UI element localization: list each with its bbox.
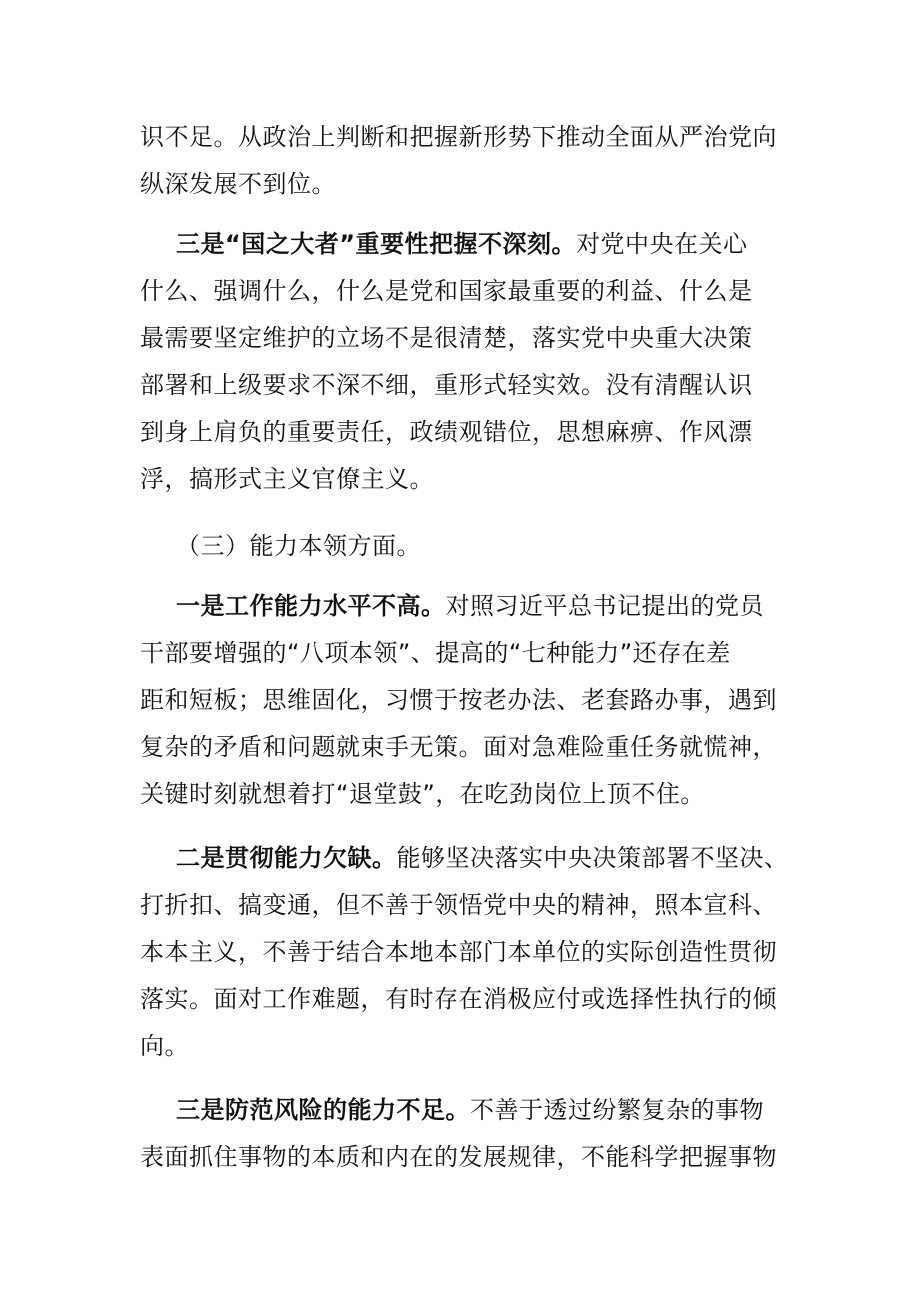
text-line xyxy=(140,835,800,882)
text-run: 对照习近平总书记提出的党员 xyxy=(445,592,764,620)
text-line xyxy=(140,221,800,268)
paragraph-work-ability xyxy=(140,583,800,818)
section-title-text: （三）能力本领方面。 xyxy=(176,532,421,560)
section-title xyxy=(140,523,800,570)
text-line: 最需要坚定维护的立场不是很清楚，落实党中央重大决策 xyxy=(140,324,753,352)
text-line: 向。 xyxy=(140,1032,189,1060)
paragraph-heading: 一是工作能力水平不高。 xyxy=(176,592,446,620)
text-line: 落实。面对工作难题，有时存在消极应付或选择性执行的倾 xyxy=(140,985,777,1013)
paragraph-risk-prevention xyxy=(140,1087,800,1181)
text-line: 复杂的矛盾和问题就束手无策。面对急难险重任务就慌神， xyxy=(140,733,777,761)
paragraph-heading: 二是贯彻能力欠缺。 xyxy=(176,844,397,872)
text-line: 关键时刻就想着打“退堂鼓”，在吃劲岗位上顶不住。 xyxy=(140,780,705,808)
text-line: 距和短板；思维固化，习惯于按老办法、老套路办事，遇到 xyxy=(140,686,777,714)
text-line: 浮，搞形式主义官僚主义。 xyxy=(140,465,434,493)
text-line: 表面抓住事物的本质和内在的发展规律，不能科学把握事物 xyxy=(140,1143,777,1171)
text-line: 到身上肩负的重要责任，政绩观错位，思想麻痹、作风漂 xyxy=(140,418,753,446)
text-line: 部署和上级要求不深不细，重形式轻实效。没有清醒认识 xyxy=(140,371,753,399)
text-line xyxy=(140,583,800,630)
text-line: 本本主义，不善于结合本地本部门本单位的实际创造性贯彻 xyxy=(140,938,777,966)
text-line: 识不足。从政治上判断和把握新形势下推动全面从严治党向 xyxy=(140,123,777,151)
text-line: 打折扣、搞变通，但不善于领悟党中央的精神，照本宣科、 xyxy=(140,891,777,919)
paragraph-continuation xyxy=(140,114,800,208)
text-run: 对党中央在关心 xyxy=(576,230,748,258)
paragraph-heading: 三是防范风险的能力不足。 xyxy=(176,1096,470,1124)
text-line: 什么、强调什么，什么是党和国家最重要的利益、什么是 xyxy=(140,277,753,305)
text-line: 纵深发展不到位。 xyxy=(140,170,336,198)
text-line: 干部要增强的“八项本领”、提高的“七种能力”还存在差 xyxy=(140,639,731,667)
paragraph-heading: 三是“国之大者”重要性把握不深刻。 xyxy=(176,230,577,258)
text-run: 不善于透过纷繁复杂的事物 xyxy=(470,1096,764,1124)
paragraph-implementation-ability xyxy=(140,835,800,1070)
text-line xyxy=(140,1087,800,1134)
paragraph-guozhidazhe xyxy=(140,221,800,503)
text-run: 能够坚决落实中央决策部署不坚决、 xyxy=(396,844,789,872)
